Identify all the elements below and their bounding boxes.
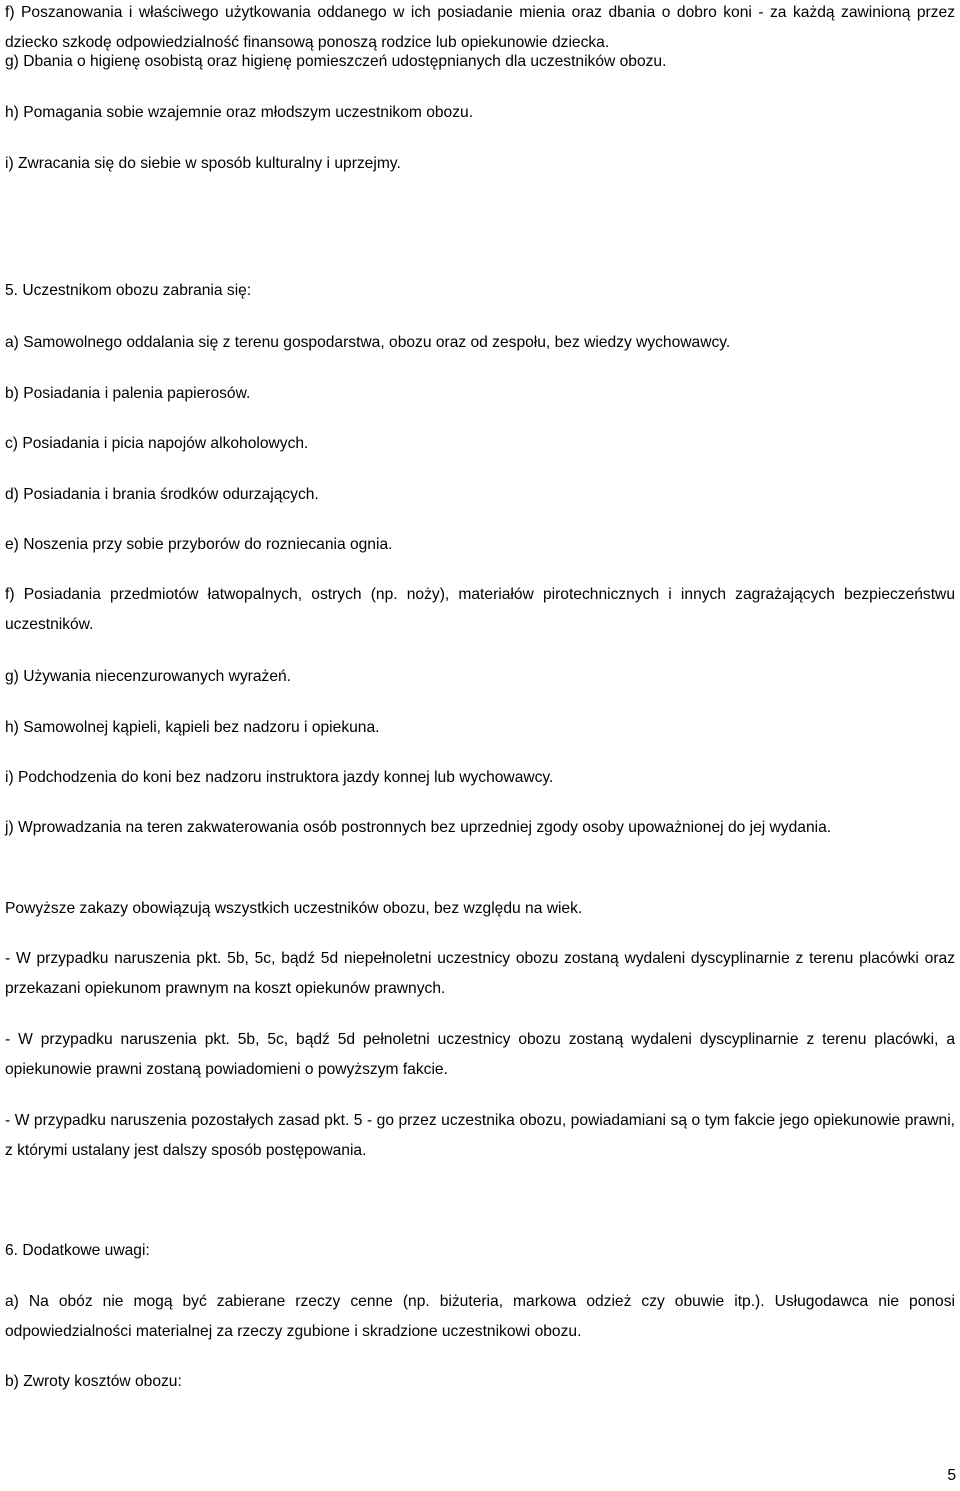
remark-a-valuables: a) Na obóz nie mogą być zabierane rzeczy cenne (np. biżuteria, markowa odzież czy obuwie itp.). Usługodawca nie ponosi odpowiedzialności materialnej za rzeczy zgubione i skradzione uczestnikowi obozu. — [5, 1293, 955, 1340]
section-5-heading: 5. Uczestnikom obozu zabrania się: — [5, 282, 252, 299]
prohibition-j: j) Wprowadzania na teren zakwaterowania osób postronnych bez uprzedniej zgody osoby upoważnionej do jej wydania. — [5, 819, 832, 836]
prohibition-g: g) Używania niecenzurowanych wyrażeń. — [5, 668, 292, 685]
prohibition-a: a) Samowolnego oddalania się z terenu gospodarstwa, obozu oraz od zespołu, bez wiedzy wychowawcy. — [5, 334, 731, 351]
rule-g-hygiene: g) Dbania o higienę osobistą oraz higienę pomieszczeń udostępnianych dla uczestników obozu. — [5, 53, 667, 70]
page-number: 5 — [947, 1467, 956, 1484]
prohibition-b: b) Posiadania i palenia papierosów. — [5, 385, 251, 402]
prohibitions-scope-note: Powyższe zakazy obowiązują wszystkich uczestników obozu, bez względu na wiek. — [5, 900, 583, 917]
prohibition-f: f) Posiadania przedmiotów łatwopalnych, ostrych (np. noży), materiałów pirotechnicznych i innych zagrażających bezpieczeństwu uczestników. — [5, 586, 955, 633]
consequence-minors: - W przypadku naruszenia pkt. 5b, 5c, bądź 5d niepełnoletni uczestnicy obozu zostaną wydaleni dyscyplinarnie z terenu placówki oraz przekazani opiekunom prawnym na koszt opiekunów prawnych. — [5, 950, 955, 997]
remark-b-refunds: b) Zwroty kosztów obozu: — [5, 1373, 182, 1390]
consequence-other-rules: - W przypadku naruszenia pozostałych zasad pkt. 5 - go przez uczestnika obozu, powiadamiani są o tym fakcie jego opiekunowie prawni, z którymi ustalany jest dalszy sposób postępowania. — [5, 1112, 955, 1159]
rule-f-property-care: f) Poszanowania i właściwego użytkowania oddanego w ich posiadanie mienia oraz dbania o dobro koni - za każdą zawinioną przez dziecko szkodę odpowiedzialność finansową ponoszą rodzice lub opiekunowie dziecka. — [5, 4, 955, 51]
prohibition-c: c) Posiadania i picia napojów alkoholowych. — [5, 435, 309, 452]
prohibition-e: e) Noszenia przy sobie przyborów do rozniecania ognia. — [5, 536, 393, 553]
prohibition-i: i) Podchodzenia do koni bez nadzoru instruktora jazdy konnej lub wychowawcy. — [5, 769, 554, 786]
consequence-adults: - W przypadku naruszenia pkt. 5b, 5c, bądź 5d pełnoletni uczestnicy obozu zostaną wydaleni dyscyplinarnie z terenu placówki, a opiekunowie prawni zostaną powiadomieni o powyższym fakcie. — [5, 1031, 955, 1078]
section-6-heading: 6. Dodatkowe uwagi: — [5, 1242, 150, 1259]
rule-h-mutual-help: h) Pomagania sobie wzajemnie oraz młodszym uczestnikom obozu. — [5, 104, 474, 121]
prohibition-d: d) Posiadania i brania środków odurzających. — [5, 486, 319, 503]
rule-i-politeness: i) Zwracania się do siebie w sposób kulturalny i uprzejmy. — [5, 155, 401, 172]
prohibition-h: h) Samowolnej kąpieli, kąpieli bez nadzoru i opiekuna. — [5, 719, 380, 736]
